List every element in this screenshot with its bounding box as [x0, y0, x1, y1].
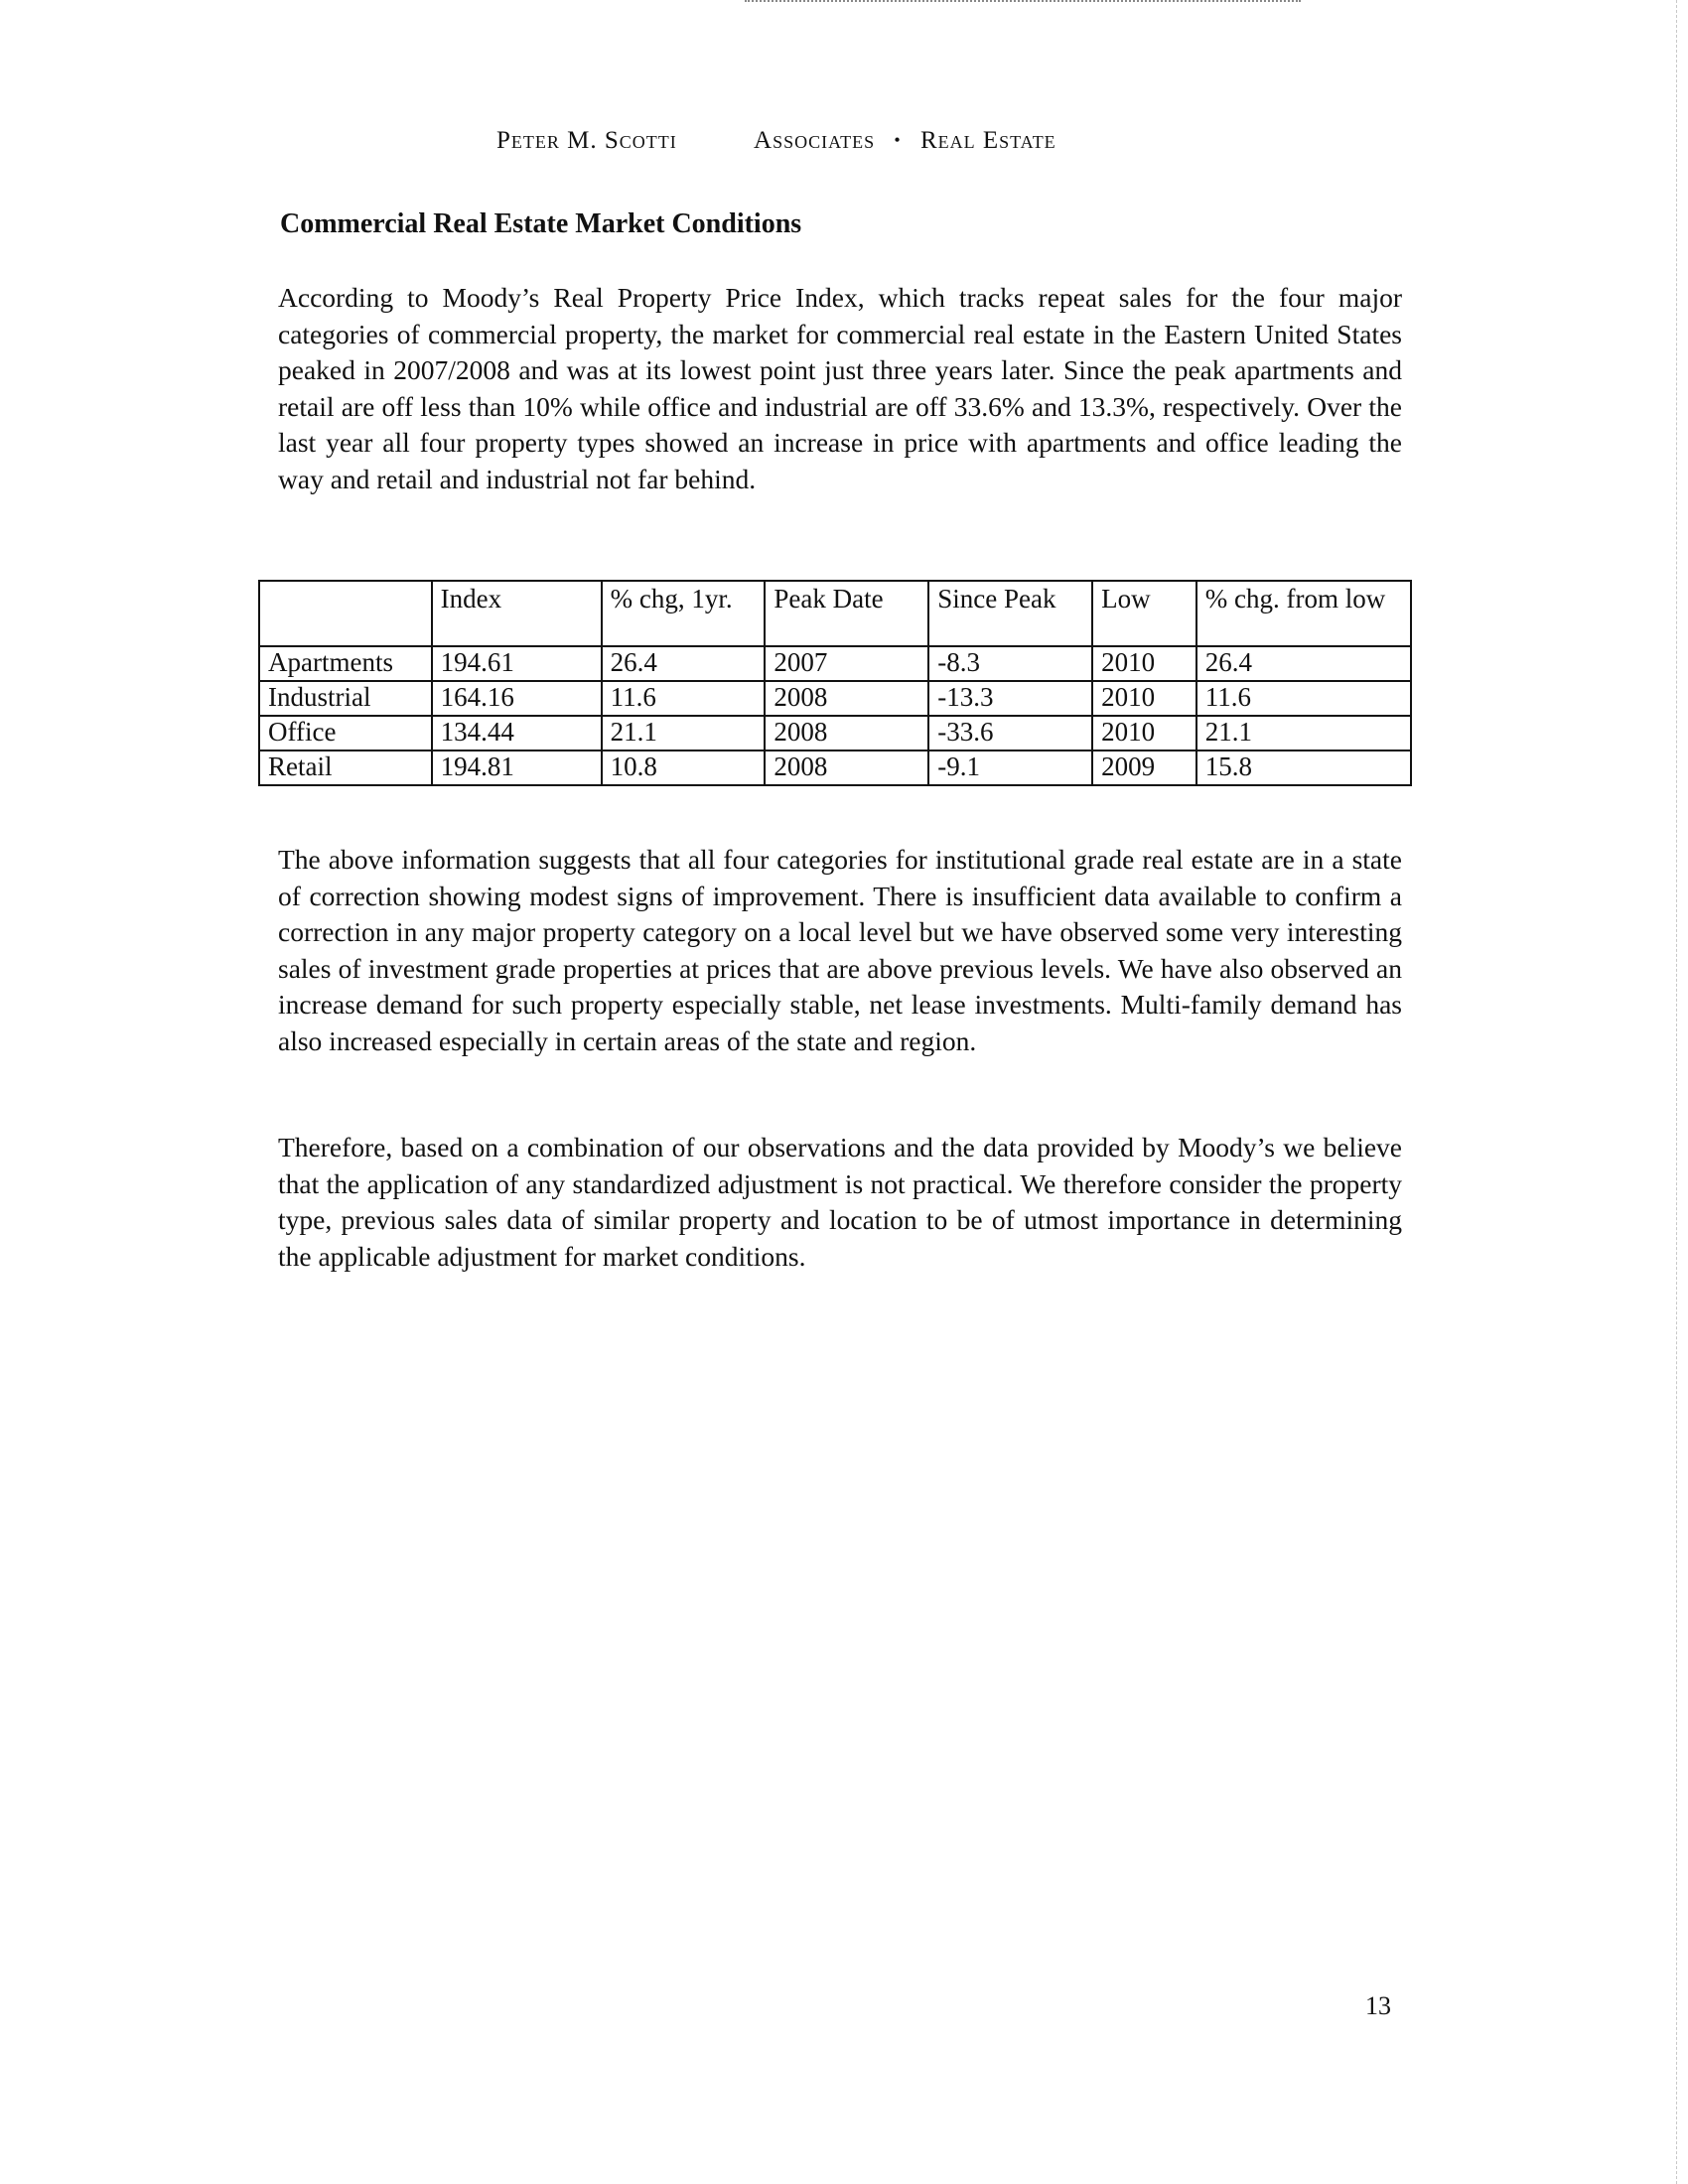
cell-property-type: Office: [259, 716, 432, 751]
cell-peak-date: 2008: [765, 751, 928, 785]
letterhead-firm-associates: Associates: [754, 127, 876, 154]
cell-pct-chg-from-low: 26.4: [1196, 646, 1411, 681]
table-row: [259, 681, 1411, 716]
market-conditions-table: [258, 580, 1412, 786]
letterhead-firm-real-estate: Real Estate: [919, 127, 1056, 154]
header-pct-chg-from-low: % chg. from low: [1196, 581, 1411, 646]
cell-since-peak: -33.6: [928, 716, 1092, 751]
header-pct-chg-1yr: % chg, 1yr.: [602, 581, 766, 646]
letterhead-firm: [754, 127, 1056, 155]
cell-index: 164.16: [432, 681, 602, 716]
cell-peak-date: 2008: [765, 681, 928, 716]
cell-since-peak: -9.1: [928, 751, 1092, 785]
cell-low: 2010: [1092, 646, 1196, 681]
cell-pct-chg-1yr: 21.1: [602, 716, 766, 751]
table-row: [259, 646, 1411, 681]
cell-pct-chg-1yr: 10.8: [602, 751, 766, 785]
bullet-separator-icon: •: [894, 130, 902, 150]
table-row: [259, 716, 1411, 751]
cell-low: 2010: [1092, 716, 1196, 751]
header-low: Low: [1092, 581, 1196, 646]
cell-low: 2009: [1092, 751, 1196, 785]
header-peak-date: Peak Date: [765, 581, 928, 646]
cell-pct-chg-1yr: 11.6: [602, 681, 766, 716]
cell-peak-date: 2008: [765, 716, 928, 751]
cell-index: 194.81: [432, 751, 602, 785]
cell-pct-chg-1yr: 26.4: [602, 646, 766, 681]
cell-property-type: Apartments: [259, 646, 432, 681]
cell-pct-chg-from-low: 21.1: [1196, 716, 1411, 751]
cell-peak-date: 2007: [765, 646, 928, 681]
scan-artifact-top-line: [745, 0, 1301, 4]
letterhead-name: Peter M. Scotti: [496, 127, 677, 154]
paragraph-moodys-index: According to Moody’s Real Property Price Index, which tracks repeat sales for the four major categories of commercial property, the market for commercial real estate in the Eastern United States peaked in 2007/2008 and was at its lowest point just three years later. Since the peak apartments and retail are off less than 10% while office and industrial are off 33.6% and 13.3%, respectively. Over the last year all four property types showed an increase in price with apartments and office leading the way and retail and industrial not far behind.: [278, 282, 1402, 494]
cell-since-peak: -8.3: [928, 646, 1092, 681]
letterhead: [496, 127, 1291, 155]
header-since-peak: Since Peak: [928, 581, 1092, 646]
cell-index: 194.61: [432, 646, 602, 681]
cell-low: 2010: [1092, 681, 1196, 716]
cell-pct-chg-from-low: 15.8: [1196, 751, 1411, 785]
header-property-type: [259, 581, 432, 646]
cell-since-peak: -13.3: [928, 681, 1092, 716]
cell-pct-chg-from-low: 11.6: [1196, 681, 1411, 716]
paragraph-correction-analysis: The above information suggests that all four categories for institutional grade real estate are in a state of correction showing modest signs of improvement. There is insufficient data available to confirm a correction in any major property category on a local level but we have observed some very interesting sales of investment grade properties at prices that are above previous levels. We have also observed an increase demand for such property especially stable, net lease investments. Multi-family demand has also increased especially in certain areas of the state and region.: [278, 844, 1402, 1056]
scan-artifact-right-edge: [1676, 0, 1677, 2184]
cell-index: 134.44: [432, 716, 602, 751]
header-index: Index: [432, 581, 602, 646]
cell-property-type: Retail: [259, 751, 432, 785]
paragraph-conclusion: Therefore, based on a combination of our observations and the data provided by Moody’s we believe that the application of any standardized adjustment is not practical. We therefore consider the property type, previous sales data of similar property and location to be of utmost importance in determining the applicable adjustment for market conditions.: [278, 1132, 1402, 1272]
page-number: 13: [1365, 1991, 1391, 2020]
cell-property-type: Industrial: [259, 681, 432, 716]
section-title: Commercial Real Estate Market Conditions: [280, 208, 802, 239]
table-row: [259, 751, 1411, 785]
table-header-row: [259, 581, 1411, 646]
